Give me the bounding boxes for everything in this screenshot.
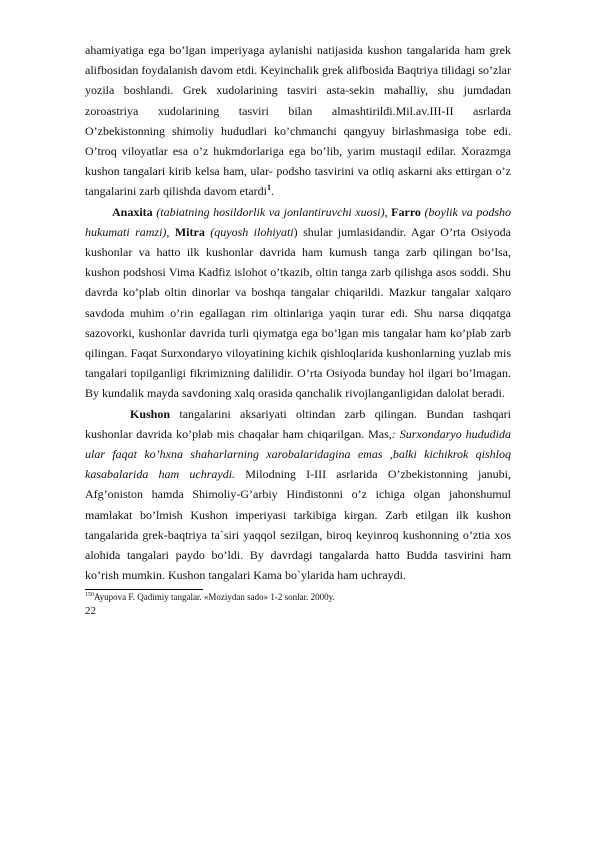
document-page (85, 40, 511, 617)
paragraph-3-text-a: tangalarini aksariyati oltindan zarb qilingan. Bundan tashqari kushonlar davrida ko’plab mis chaqalar ham chiqarilgan. Mas, (85, 406, 511, 441)
footnote-reference: 1 (266, 183, 271, 193)
term-mitra-description: (quyosh ilohiyati (204, 224, 294, 239)
term-kushon: Kushon (130, 406, 171, 421)
paragraph-3-italic: : Surxondaryo hududida ular faqat ko’hxna shaharlarning xarobalaridagina emas ,balki kichikrok qishloq kasabalarida ham uchraydi. (85, 426, 511, 482)
paragraph-2-text: ) shular jumlasidandir. Agar O’rta Osiyoda kushonlar va hatto ilk kushonlar davrida ham kumush tanga zarb qilingan bo’lsa, kushon podshosi Vima Kadfiz islohot o’tkazib, oltin tanga zarb qilishga asos soddi. Shu davrda ko’plab oltin dinorlar va boshqa tangalar chiqarildi. Mazkur tangalar xalqaro savdoda muhim o’rin egallagan rim oltinlariga yaqin turar edi. Shu narsa diqqatga sazovorki, kushonlar davrida turli qiymatga ega bo’lgan mis tangalar ham ko’plab zarb qilingan. Faqat Surxondaryo viloyatining kichik qishloqlarida kushonlarning yuzlab mis tangalari topilganligi fikrimizning dalilidir. O’rta Osiyoda bunday hol ilgari bo’lmagan. By kundalik mayda savdoning xalq orasida qanchalik rivojlanganligidan dalolat beradi. (85, 224, 512, 401)
term-mitra: Mitra (169, 224, 205, 239)
footnote (85, 591, 511, 603)
paragraph-1-text: ahamiyatiga ega bo’lgan imperiyaga aylanishi natijasida kushon tangalarida ham grek alifbosidan foydalanish davom etdi. Keyinchalik grek alifbosida Baqtriya tilidagi so’zlar yozila boshlandi. Grek xudolarining tasviri asta-sekin mahalliy, shu jumdadan zoroastriya xudolarining tasviri bilan almashtirildi.Mil.av.III-II asrlarda O’zbekistonning shimoliy hududlari ko’chmanchi qangyuy birlashmasiga tobe edi. O’troq viloyatlar esa o’z hukmdorlariga ega bo’lib, yarim mustaqil edilar. Xorazmga kushon tangalari kirib kelsa ham, ular- podsho tasvirini va otliq askarni aks ettirgan o’z tangalarini zarb qilishda davom etardi (85, 43, 511, 199)
term-anaxita: Anaxita (112, 204, 153, 219)
paragraph-2 (85, 202, 511, 404)
paragraph-3-text-b: Milodning I-III asrlarida O’zbekistonning janubi, Afg’oniston hamda Shimoliy-G’arbiy Hindistonni o’z ichiga olgan jahonshumul mamlakat bo’lmish Kushon imperiyasi tarkibiga kirgan. Zarb etilgan ilk kushon tangalarida grek-baqtriya ta`siri yaqqol sezilgan, biroq keyinroq kushonning o’ztia xos alohida tangalari paydo bo’ldi. By davrdagi tangalarda hatto Budda tasvirini ham ko’rish mumkin. Kushon tangalari Kama bo`ylarida ham uchraydi. (85, 467, 511, 583)
term-farro-description: (boylik va podsho hukumati ramzi), (85, 204, 512, 239)
footnote-divider (85, 589, 203, 590)
footnote-text: Ayupova F. Qadimiy tangalar. «Moziydan sado» 1-2 sonlar. 2000y. (94, 592, 335, 603)
term-farro: Farro (387, 204, 421, 219)
term-anaxita-description: (tabiatning hosildorlik va jonlantiruvchi xuosi), (152, 204, 388, 219)
footnote-marker: 150 (85, 592, 94, 599)
paragraph-1: ahamiyatiga ega bo’lgan imperiyaga aylanishi natijasida kushon tangalarida ham grek alifbosidan foydalanish davom etdi. Keyinchalik grek alifbosida Baqtriya tilidagi so’zlar yozila boshlandi. Grek xudolarining tasviri asta-sekin mahalliy, shu jumdadan zoroastriya xudolarining tasviri bilan almashtirildi.Mil.av.III-II asrlarda O’zbekistonning shimoliy hududlari ko’chmanchi qangyuy birlashmasiga tobe edi. O’troq viloyatlar esa o’z hukmdorlariga ega bo’lib, yarim mustaqil edilar. Xorazmga kushon tangalari kirib kelsa ham, ular- podsho tasvirini va otliq askarni aks ettirgan o’z tangalarini zarb qilishda davom etardi$^1$. (85, 43, 511, 199)
paragraph-3 (85, 404, 511, 586)
page-number: 22 (85, 605, 96, 618)
